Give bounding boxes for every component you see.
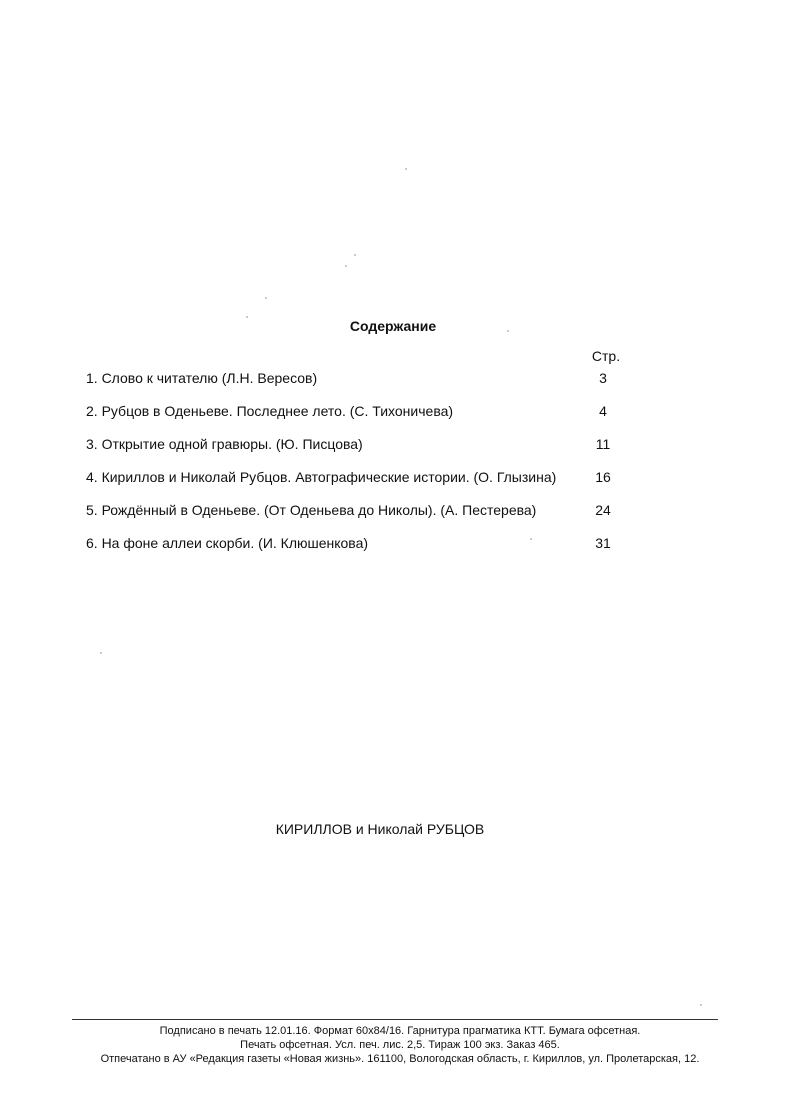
toc-entry bbox=[86, 535, 626, 568]
toc-entry-page: 4 bbox=[599, 403, 607, 419]
toc-list bbox=[86, 370, 626, 568]
print-speck bbox=[345, 265, 347, 267]
print-speck bbox=[405, 168, 407, 170]
toc-entry-title: 5. Рождённый в Оденьеве. (От Оденьева до Николы). (А. Пестерева) bbox=[86, 502, 537, 518]
print-speck bbox=[265, 297, 267, 299]
toc-entry bbox=[86, 502, 626, 535]
imprint-divider bbox=[72, 1019, 718, 1020]
toc-entry-title: 1. Слово к читателю (Л.Н. Вересов) bbox=[86, 370, 318, 386]
imprint-line: Отпечатано в АУ «Редакция газеты «Новая жизнь». 161100, Вологодская область, г. Кириллов, ул. Пролетарская, 12. bbox=[100, 1053, 700, 1065]
toc-entry bbox=[86, 469, 626, 502]
imprint-block bbox=[40, 1024, 760, 1066]
print-speck bbox=[354, 254, 356, 256]
toc-entry-page: 31 bbox=[595, 535, 611, 551]
toc-entry-title: 3. Открытие одной гравюры. (Ю. Писцова) bbox=[86, 436, 363, 452]
toc-entry-page: 3 bbox=[599, 370, 607, 386]
toc-entry-title: 4. Кириллов и Николай Рубцов. Автографические истории. (О. Глызина) bbox=[86, 469, 557, 485]
toc-page-column-header: Стр. bbox=[591, 348, 621, 364]
toc-title: Содержание bbox=[349, 318, 437, 334]
toc-entry-title: 6. На фоне аллеи скорби. (И. Клюшенкова) bbox=[86, 535, 369, 551]
book-title: КИРИЛЛОВ и Николай РУБЦОВ bbox=[275, 821, 485, 837]
toc-entry-page: 11 bbox=[595, 436, 611, 452]
toc-entry bbox=[86, 370, 626, 403]
imprint-line: Подписано в печать 12.01.16. Формат 60x84/16. Гарнитура прагматика КТТ. Бумага офсетная. bbox=[159, 1025, 641, 1037]
toc-entry-page: 16 bbox=[595, 469, 611, 485]
imprint-line: Печать офсетная. Усл. печ. лис. 2,5. Тираж 100 экз. Заказ 465. bbox=[240, 1039, 560, 1051]
print-speck bbox=[100, 652, 102, 654]
toc-entry-page: 24 bbox=[595, 502, 611, 518]
toc-entry bbox=[86, 436, 626, 469]
toc-entry-title: 2. Рубцов в Оденьеве. Последнее лето. (С. Тихоничева) bbox=[86, 403, 454, 419]
toc-entry bbox=[86, 403, 626, 436]
print-speck bbox=[700, 1004, 702, 1006]
